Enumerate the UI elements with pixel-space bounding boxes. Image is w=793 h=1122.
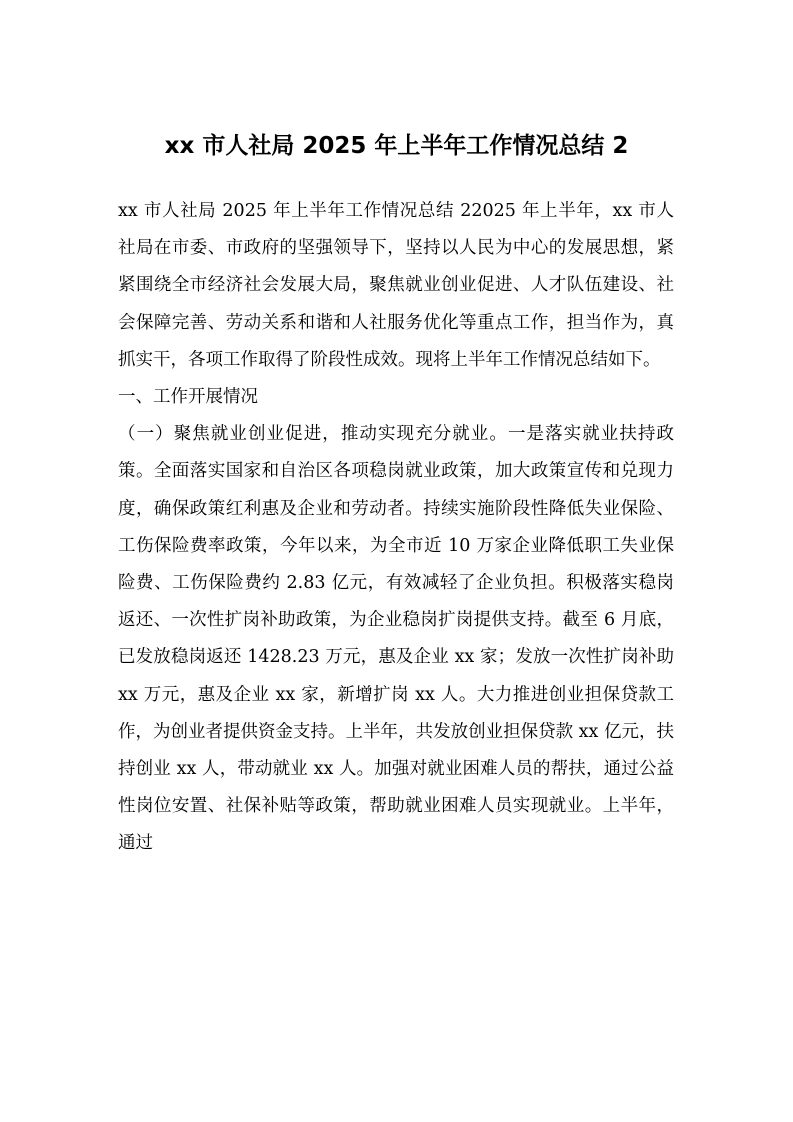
- section-heading: 一、工作开展情况: [118, 387, 258, 408]
- intro-paragraph: xx 市人社局 2025 年上半年工作情况总结 22025 年上半年，xx 市人社局在市委、市政府的坚强领导下，坚持以人民为中心的发展思想，紧紧围绕全市经济社会发展大局，聚焦就业创业促进、人才队伍建设、社会保障完善、劳动关系和谐和人社服务优化等重点工作，担当作为，真抓实干，各项工作取得了阶段性成效。现将上半年工作情况总结如下。: [118, 201, 674, 370]
- subsection-paragraph: （一）聚焦就业创业促进，推动实现充分就业。一是落实就业扶持政策。全面落实国家和自治区各项稳岗就业政策，加大政策宣传和兑现力度，确保政策红利惠及企业和劳动者。持续实施阶段性降低失业保险、工伤保险费率政策，今年以来，为全市近 10 万家企业降低职工失业保险费、工伤保险费约 2.83 亿元，有效减轻了企业负担。积极落实稳岗返还、一次性扩岗补助政策，为企业稳岗扩岗提供支持。截至 6 月底，已发放稳岗返还 1428.23 万元，惠及企业 xx 家；发放一次性扩岗补助 xx 万元，惠及企业 xx 家，新增扩岗 xx 人。大力推进创业担保贷款工作，为创业者提供资金支持。上半年，共发放创业担保贷款 xx 亿元，扶持创业 xx 人，带动就业 xx 人。加强对就业困难人员的帮扶，通过公益性岗位安置、社保补贴等政策，帮助就业困难人员实现就业。上半年，通过: [118, 424, 674, 854]
- document-body: [118, 193, 674, 863]
- document-title: xx 市人社局 2025 年上半年工作情况总结 2: [164, 133, 629, 159]
